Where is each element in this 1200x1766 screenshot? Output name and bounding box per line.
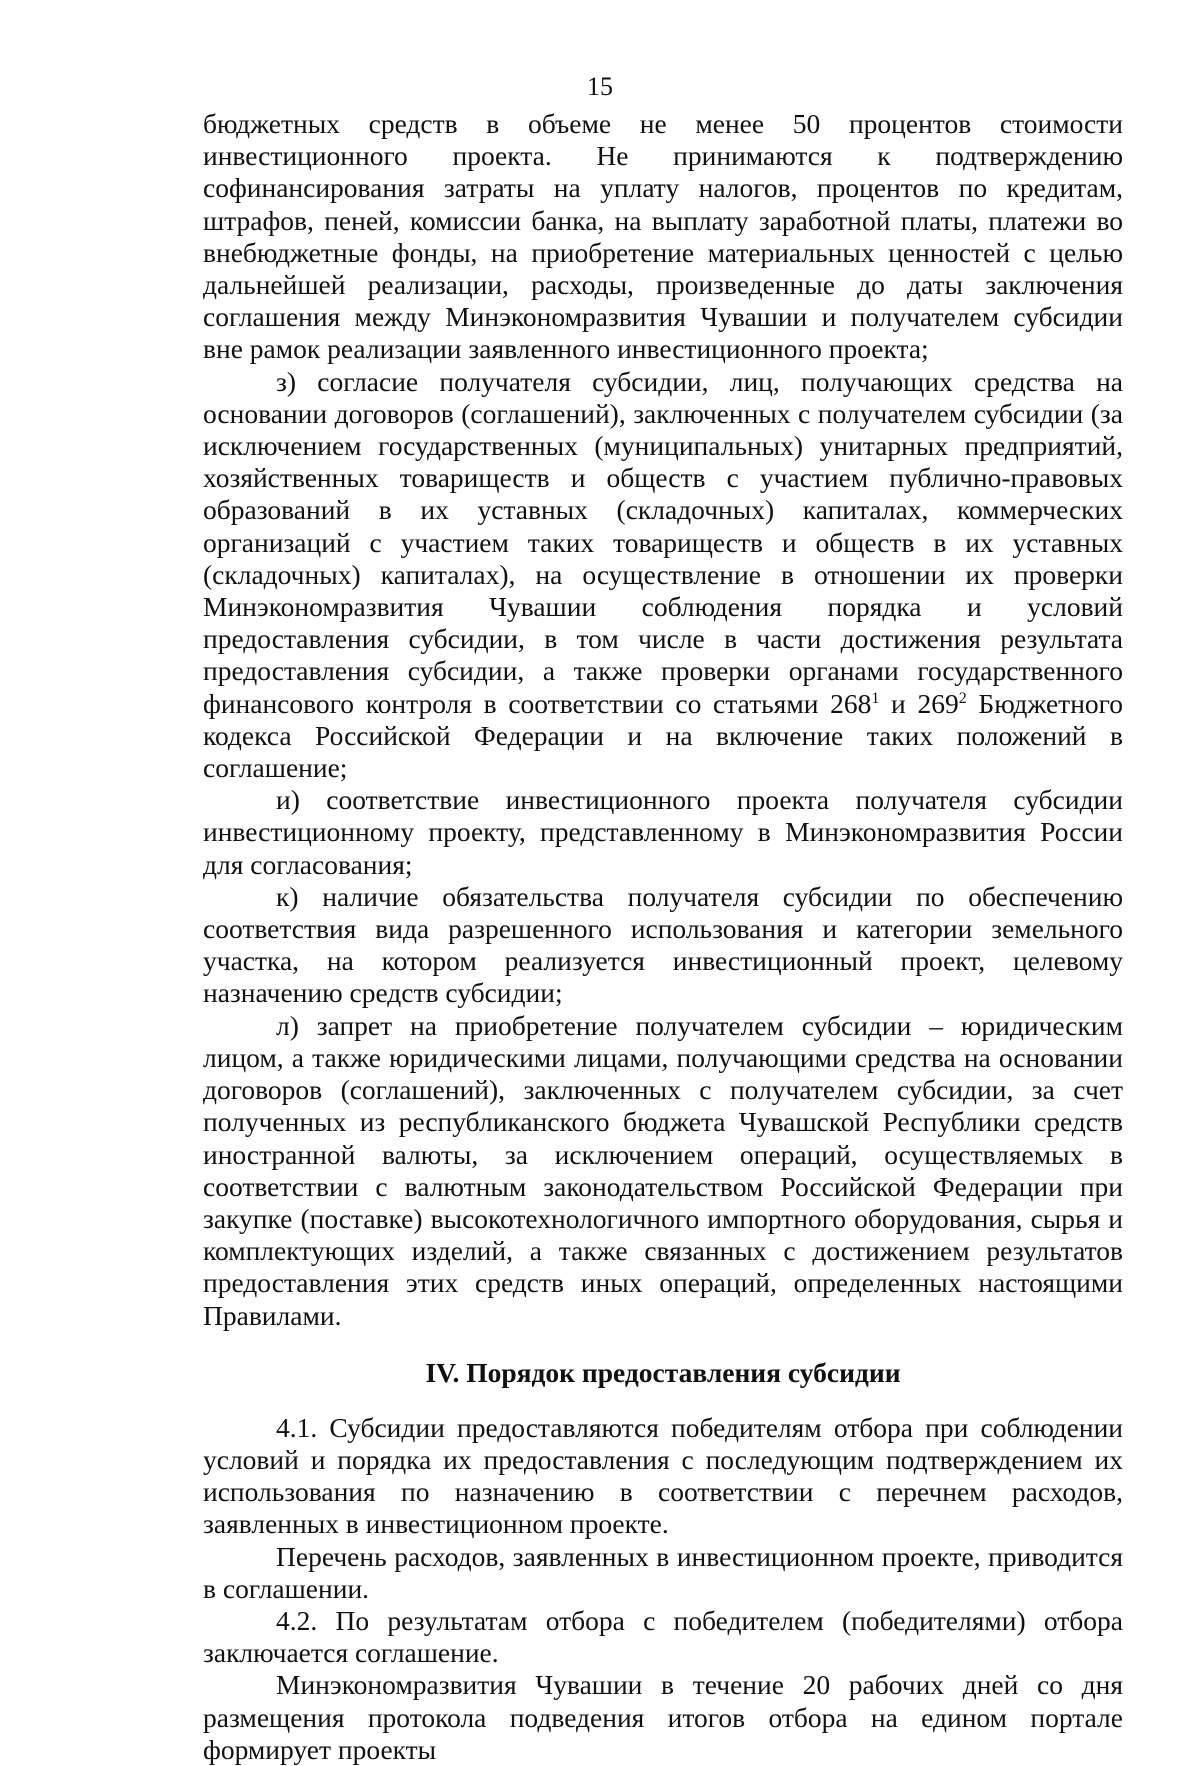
item-z-text-2: и 269 bbox=[879, 687, 959, 719]
document-body bbox=[203, 108, 1123, 1766]
paragraph-continuation: бюджетных средств в объеме не менее 50 процентов стоимости инвестиционного проекта. Не принимаются к подтверждению софинансирования затраты на уплату налогов, процентов по кредитам, штрафов, пеней, комиссии банка, на выплату заработной платы, платежи во внебюджетные фонды, на приобретение материальных ценностей с целью дальнейшей реализации, расходы, произведенные до даты заключения соглашения между Минэкономразвития Чувашии и получателем субсидии вне рамок реализации заявленного инвестиционного проекта; bbox=[203, 108, 1123, 365]
item-z-text-3: Бюджетного кодекса Российской Федерации и на включение таких положений в соглашение; bbox=[203, 687, 1124, 784]
superscript-1: 1 bbox=[871, 689, 880, 707]
superscript-2: 2 bbox=[958, 689, 967, 707]
paragraph-4-2: 4.2. По результатам отбора с победителем (победителями) отбора заключается соглашение. bbox=[203, 1604, 1123, 1669]
paragraph-expenses-list: Перечень расходов, заявленных в инвестиционном проекте, приводится в соглашении. bbox=[203, 1540, 1123, 1604]
paragraph-ministry: Минэкономразвития Чувашии в течение 20 рабочих дней со дня размещения протокола подведения итогов отбора на едином портале формирует проекты bbox=[203, 1669, 1123, 1765]
paragraph-item-i: и) соответствие инвестиционного проекта получателя субсидии инвестиционному проекту, представленному в Минэкономразвития России для согласования; bbox=[203, 784, 1123, 880]
paragraph-item-l: л) запрет на приобретение получателем субсидии – юридическим лицом, а также юридическими лицами, получающими средства на основании договоров (соглашений), заключенных с получателем субсидии, за счет полученных из республиканского бюджета Чувашской Республики средств иностранной валюты, за исключением операций, осуществляемых в соответствии с валютным законодательством Российской Федерации при закупке (поставке) высокотехнологичного импортного оборудования, сырья и комплектующих изделий, а также связанных с достижением результатов предоставления этих средств иных операций, определенных настоящими Правилами. bbox=[203, 1009, 1123, 1331]
item-z-text: з) согласие получателя субсидии, лиц, получающих средства на основании договоров (соглашений), заключенных с получателем субсидии (за исключением государственных (муниципальных) унитарных предприятий, хозяйственных товариществ и обществ с участием публично-правовых образований в их уставных (складочных) капиталах, коммерческих организаций с участием таких товариществ и обществ в их уставных (складочных) капиталах), на осуществление в отношении их проверки Минэкономразвития Чувашии соблюдения порядка и условий предоставления субсидии, в том числе в части достижения результата предоставления субсидии, а также проверки органами государственного финансового контроля в соответствии со статьями 268 bbox=[203, 365, 1123, 719]
paragraph-item-k: к) наличие обязательства получателя субсидии по обеспечению соответствия вида разрешенного использования и категории земельного участка, на котором реализуется инвестиционный проект, целевому назначению средств субсидии; bbox=[203, 880, 1123, 1009]
paragraph-item-z bbox=[203, 366, 1123, 785]
page-number: 15 bbox=[587, 72, 613, 101]
paragraph-4-1: 4.1. Субсидии предоставляются победителям отбора при соблюдении условий и порядка их предоставления с последующим подтверждением их использования по назначению в соответствии с перечнем расходов, заявленных в инвестиционном проекте. bbox=[203, 1411, 1123, 1540]
section-heading: IV. Порядок предоставления субсидии bbox=[425, 1356, 901, 1388]
